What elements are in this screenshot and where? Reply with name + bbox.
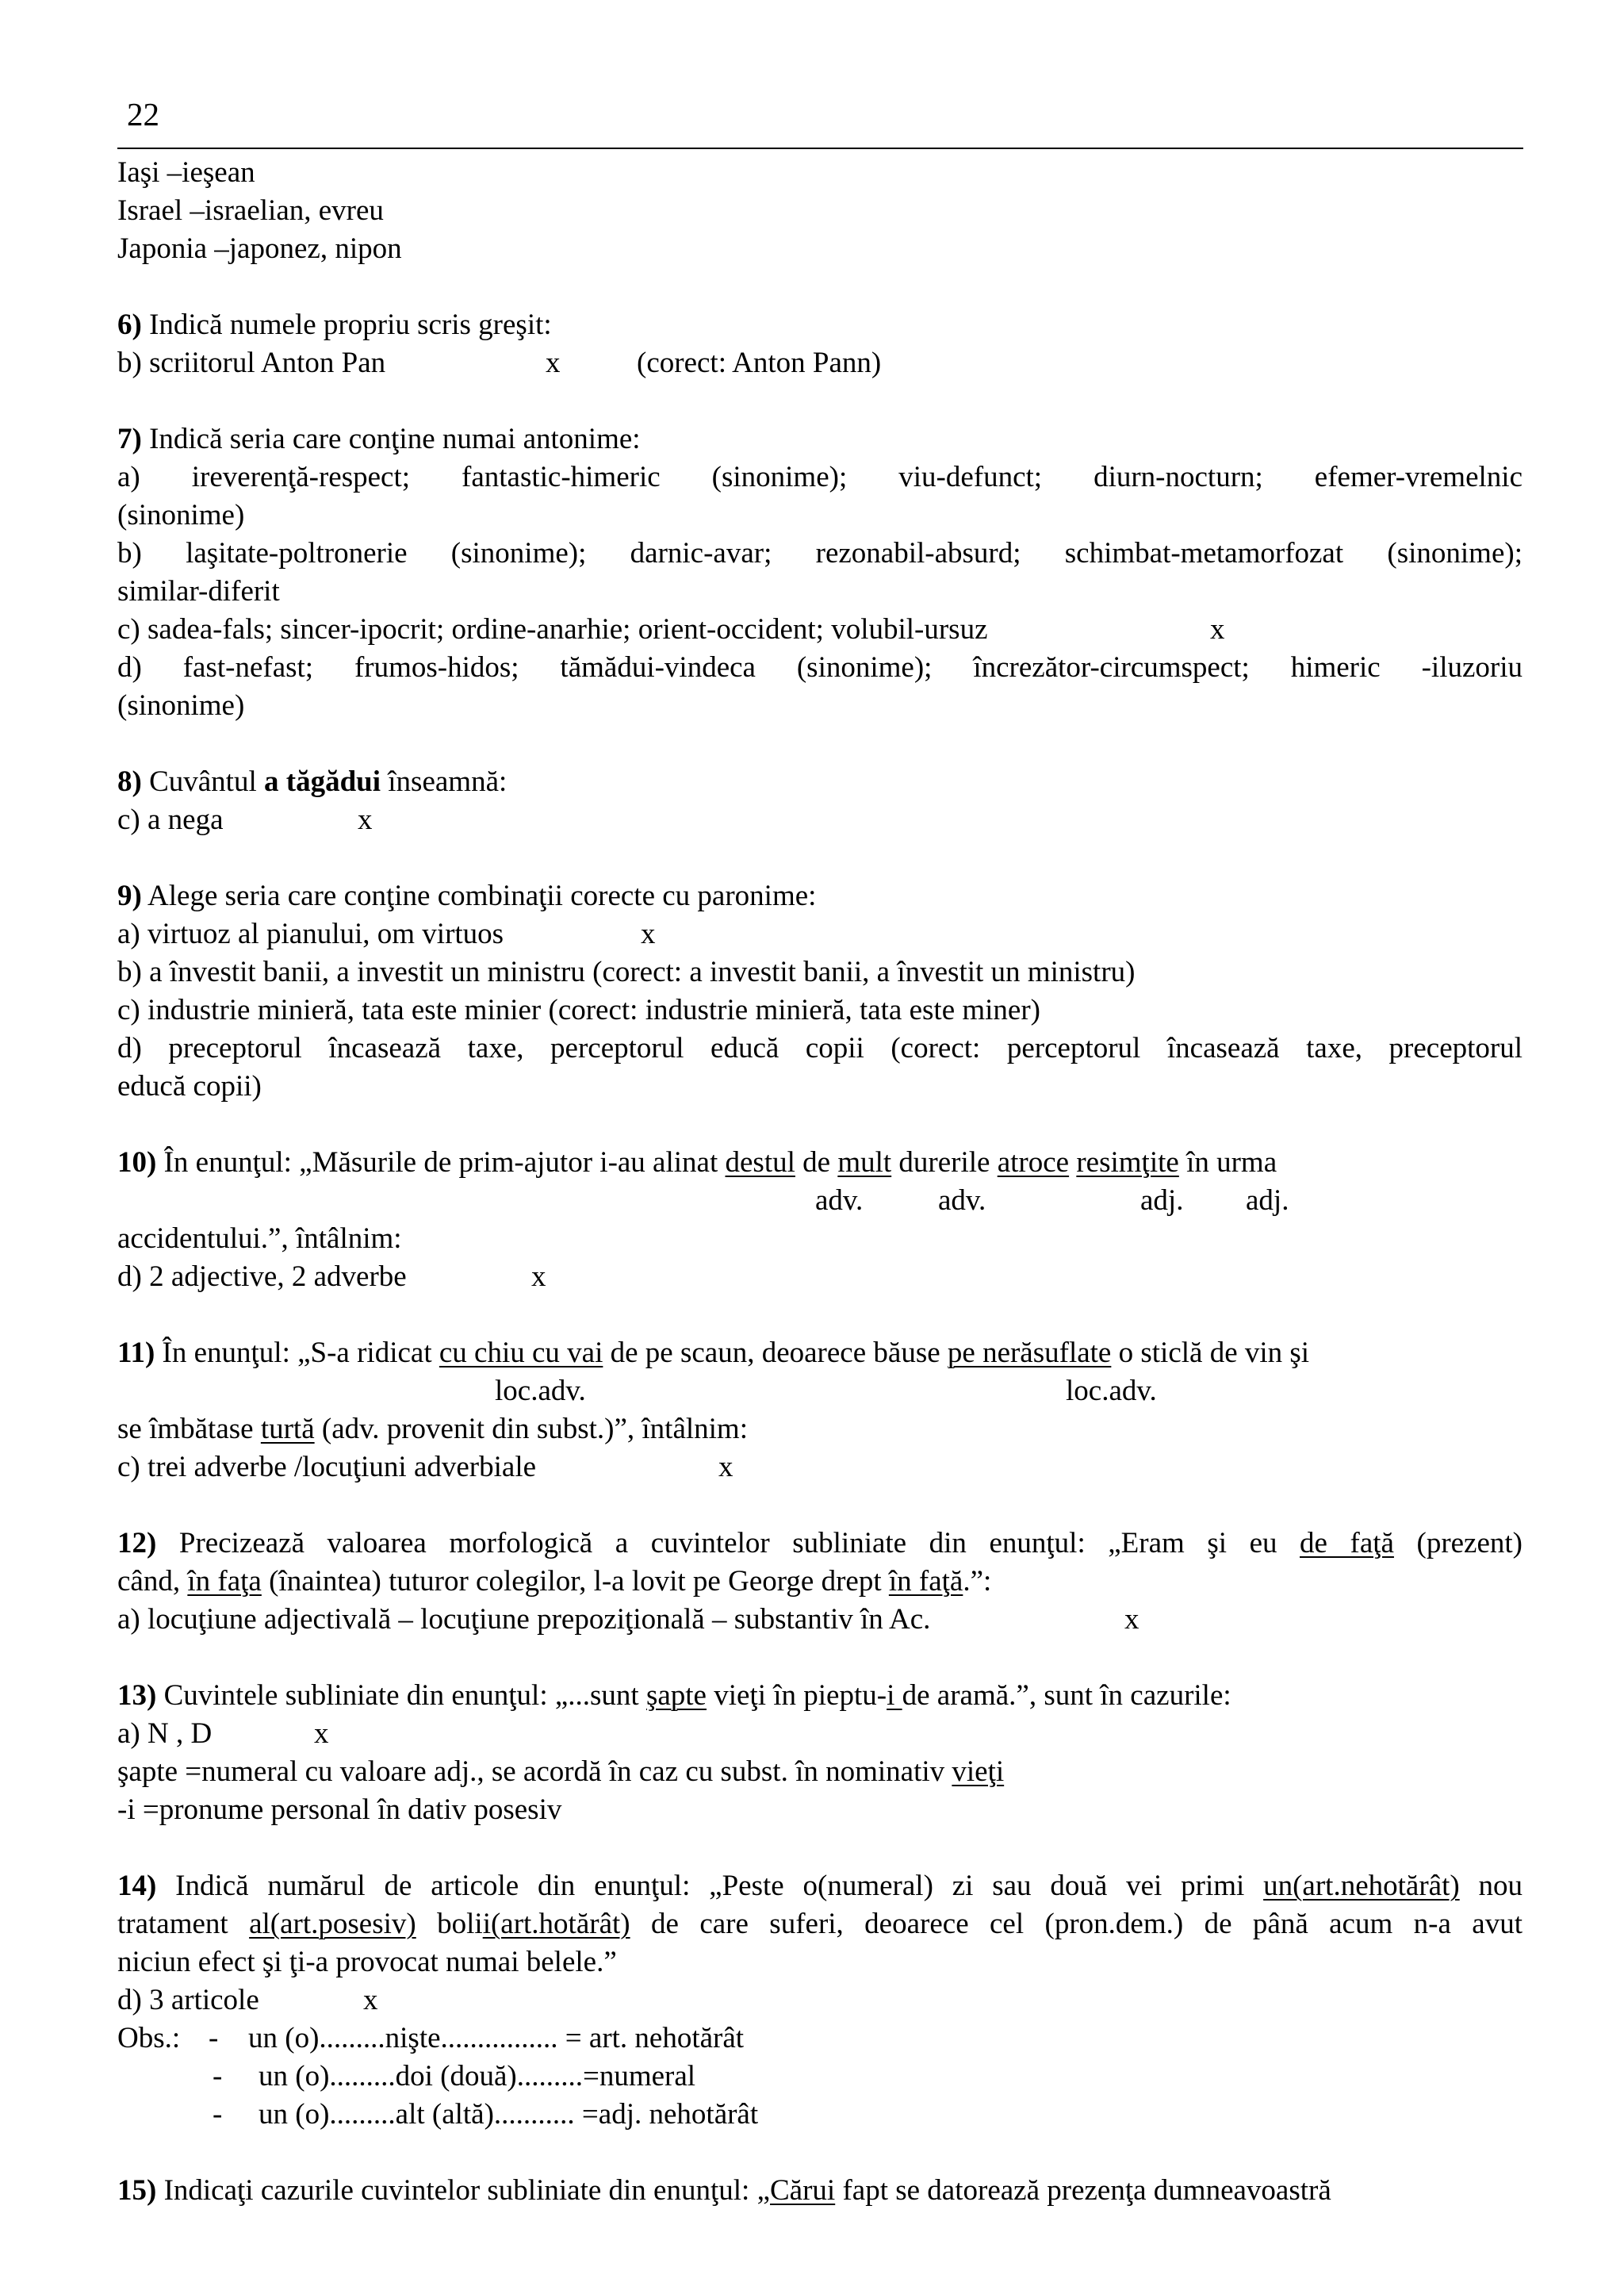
question-number: 6) [117,309,142,341]
annotation: adv. [938,1184,986,1217]
answer-mark: x [718,1451,733,1483]
option-c: c) industrie minieră, tata este minier (corect: industrie minieră, tata este miner) [117,994,1041,1026]
underlined-word: Cărui [770,2174,836,2207]
observation-line [117,2020,1522,2058]
bullet-dash: - [213,2098,223,2131]
option-a-cont: (sinonime) [117,499,245,531]
option-d-cont: (sinonime) [117,689,245,722]
question-text: Indică seria care conţine numai antonime: [141,423,641,455]
question-text: Cuvintele subliniate din enunţul: „...sunt [156,1679,646,1712]
question-text: Indicaţi cazurile cuvintelor subliniate din enunţul: „ [156,2174,770,2207]
option-a [117,915,1522,953]
spacer [117,1639,1522,1677]
question-number: 13) [117,1679,157,1712]
answer-mark: x [546,347,561,379]
annotation-line [117,1372,1522,1410]
underlined-word: un(art.nehotărât) [1263,1870,1460,1902]
question-9 [117,877,1522,915]
question-text: În enunţul: „Măsurile de prim-ajutor i-au alinat [156,1146,726,1179]
underlined-word: destul [725,1146,795,1179]
intro-line: Japonia –japonez, nipon [117,232,402,265]
question-number: 7) [117,423,142,455]
question-text: se îmbătase [117,1413,261,1445]
option-b: b) laşitate-poltronerie (sinonime); darnic-avar; rezonabil-absurd; schimbat-metamorfozat (sinonime); [117,537,1522,570]
question-text: Precizează valoarea morfologică a cuvintelor subliniate din enunţul: „Eram şi eu [156,1527,1300,1559]
question-text: nou [1459,1870,1523,1902]
answer-line [117,1258,1522,1296]
question-text: fapt se datorează prezenţa dumneavoastră [835,2174,1331,2207]
question-text: o sticlă de vin şi [1111,1337,1310,1369]
annotation: adj. [1246,1184,1289,1217]
underlined-word: de faţă [1300,1527,1394,1559]
question-text: În enunţul: „S-a ridicat [155,1337,439,1369]
question-number: 12) [117,1527,157,1559]
question-number: 10) [117,1146,157,1179]
answer-text: d) 2 adjective, 2 adverbe [117,1260,407,1293]
question-number: 15) [117,2174,157,2207]
question-text: .”: [963,1565,992,1598]
question-12 [117,1525,1522,1563]
explanation-line: -i =pronume personal în dativ posesiv [117,1793,562,1826]
underlined-word: al(art.posesiv) [249,1908,416,1940]
observation-text: un (o).........nişte................ = art. nehotărât [248,2022,745,2054]
question-text: de pe scaun, deoarece băuse [603,1337,948,1369]
question-14 [117,1867,1522,1905]
answer-line [117,1981,1522,2020]
question-text [1069,1146,1076,1179]
observation-text: un (o).........doi (două).........=numeral [259,2060,696,2092]
option-b-cont: similar-diferit [117,575,280,608]
correction-note: (corect: Anton Pann) [637,347,882,379]
answer-text: c) trei adverbe /locuţiuni adverbiale [117,1451,537,1483]
option-a: a) ireverenţă-respect; fantastic-himeric (sinonime); viu-defunct; diurn-nocturn; efemer-vremelnic [117,461,1522,493]
answer-mark: x [363,1984,378,2016]
underlined-word: atroce [997,1146,1070,1179]
question-text: (înaintea) tuturor colegilor, l-a lovit pe George drept [261,1565,889,1598]
underlined-word: cu chiu cu vai [439,1337,603,1369]
spacer [117,268,1522,306]
underlined-word: în faţă [888,1565,963,1598]
question-7 [117,420,1522,458]
answer-line [117,1715,1522,1753]
explanation-line [117,1753,1522,1791]
page-number: 22 [127,96,159,132]
question-number: 14) [117,1870,157,1902]
underlined-word: mult [837,1146,892,1179]
answer-line [117,344,1522,382]
bullet-dash: - [213,2060,223,2092]
question-text-cont [117,1410,1522,1448]
underlined-word: turtă [260,1413,315,1445]
observation-label: Obs.: [117,2022,181,2054]
answer-mark: x [1210,613,1225,646]
annotation-line [117,1182,1522,1220]
option-d: d) fast-nefast; frumos-hidos; tămădui-vindeca (sinonime); încrezător-circumspect; himeric -iluzoriu [117,651,1522,684]
spacer [117,1486,1522,1525]
intro-line: Iaşi –ieşean [117,156,255,189]
observation-text: un (o).........alt (altă)........... =adj. nehotărât [259,2098,759,2131]
answer-mark: x [358,804,373,836]
question-text: Indică numărul de articole din enunţul: „Peste o(numeral) zi sau două vei primi [156,1870,1264,1902]
bullet-dash: - [209,2022,219,2054]
question-text: înseamnă: [381,765,508,798]
question-text: durerile [891,1146,998,1179]
question-text: boli [416,1908,483,1940]
question-13 [117,1677,1522,1715]
question-text: vieţi în pieptu- [706,1679,887,1712]
answer-line [117,1601,1522,1639]
observation-line [117,2058,1522,2096]
question-8 [117,763,1522,801]
answer-text: d) 3 articole [117,1984,259,2016]
option-b: b) a învestit banii, a investit un ministru (corect: a investit banii, a învestit un ministru) [117,956,1136,988]
answer-text: a) locuţiune adjectivală – locuţiune prepoziţională – substantiv în Ac. [117,1603,931,1636]
spacer [117,839,1522,877]
underlined-word: şapte [645,1679,707,1712]
question-text-cont [117,1563,1522,1601]
question-text: tratament [117,1908,250,1940]
question-number: 8) [117,765,142,798]
answer-mark: x [531,1260,546,1293]
answer-mark: x [641,918,656,950]
question-text: (adv. provenit din subst.)”, întâlnim: [314,1413,748,1445]
underlined-word: vieţi [952,1755,1005,1788]
question-15 [117,2172,1522,2210]
question-6 [117,306,1522,344]
answer-text: a) N , D [117,1717,213,1750]
answer-mark: x [314,1717,329,1750]
spacer [117,382,1522,420]
explanation-text: şapte =numeral cu valoare adj., se acordă în caz cu subst. în nominativ [117,1755,952,1788]
spacer [117,1106,1522,1144]
annotation: adj. [1140,1184,1184,1217]
underlined-word: în faţa [187,1565,262,1598]
header-rule [117,148,1523,149]
question-text: de [795,1146,838,1179]
answer-line [117,801,1522,839]
option-d-cont: educă copii) [117,1070,262,1103]
intro-line: Israel –israelian, evreu [117,194,384,227]
answer-mark: x [1124,1603,1139,1636]
question-text-cont: accidentului.”, întâlnim: [117,1222,402,1255]
question-text: (prezent) [1393,1527,1523,1559]
spacer [117,1296,1522,1334]
question-text: Cuvântul [141,765,264,798]
question-text-cont: niciun efect şi ţi-a provocat numai belele.” [117,1946,617,1978]
question-10 [117,1144,1522,1182]
key-word: a tăgădui [264,765,381,798]
option-c [117,611,1522,649]
answer-text: b) scriitorul Anton Pan [117,347,386,379]
annotation: adv. [815,1184,864,1217]
question-text-cont [117,1905,1522,1943]
answer-text: c) a nega [117,804,224,836]
question-text: de care suferi, deoarece cel (pron.dem.) de până acum n-a avut [630,1908,1522,1940]
question-text: de aramă.”, sunt în cazurile: [902,1679,1231,1712]
underlined-word: i [887,1679,902,1712]
underlined-word: resimţite [1076,1146,1179,1179]
question-text: când, [117,1565,188,1598]
question-text: în urma [1178,1146,1277,1179]
question-number: 9) [117,880,142,912]
underlined-word: pe nerăsuflate [947,1337,1112,1369]
option-d: d) preceptorul încasează taxe, perceptorul educă copii (corect: perceptorul încasează taxe, preceptorul [117,1032,1522,1064]
question-text: Alege seria care conţine combinaţii corecte cu paronime: [141,880,817,912]
option-text: c) sadea-fals; sincer-ipocrit; ordine-anarhie; orient-occident; volubil-ursuz [117,613,988,646]
annotation: loc.adv. [495,1375,586,1407]
option-text: a) virtuoz al pianului, om virtuos [117,918,504,950]
question-text: Indică numele propriu scris greşit: [141,309,552,341]
page-content [117,154,1522,2210]
observation-line [117,2096,1522,2134]
spacer [117,2134,1522,2172]
spacer [117,1829,1522,1867]
spacer [117,725,1522,763]
answer-line [117,1448,1522,1486]
question-11 [117,1334,1522,1372]
underlined-word: i(art.hotărât) [482,1908,630,1940]
question-number: 11) [117,1337,155,1369]
annotation: loc.adv. [1066,1375,1157,1407]
